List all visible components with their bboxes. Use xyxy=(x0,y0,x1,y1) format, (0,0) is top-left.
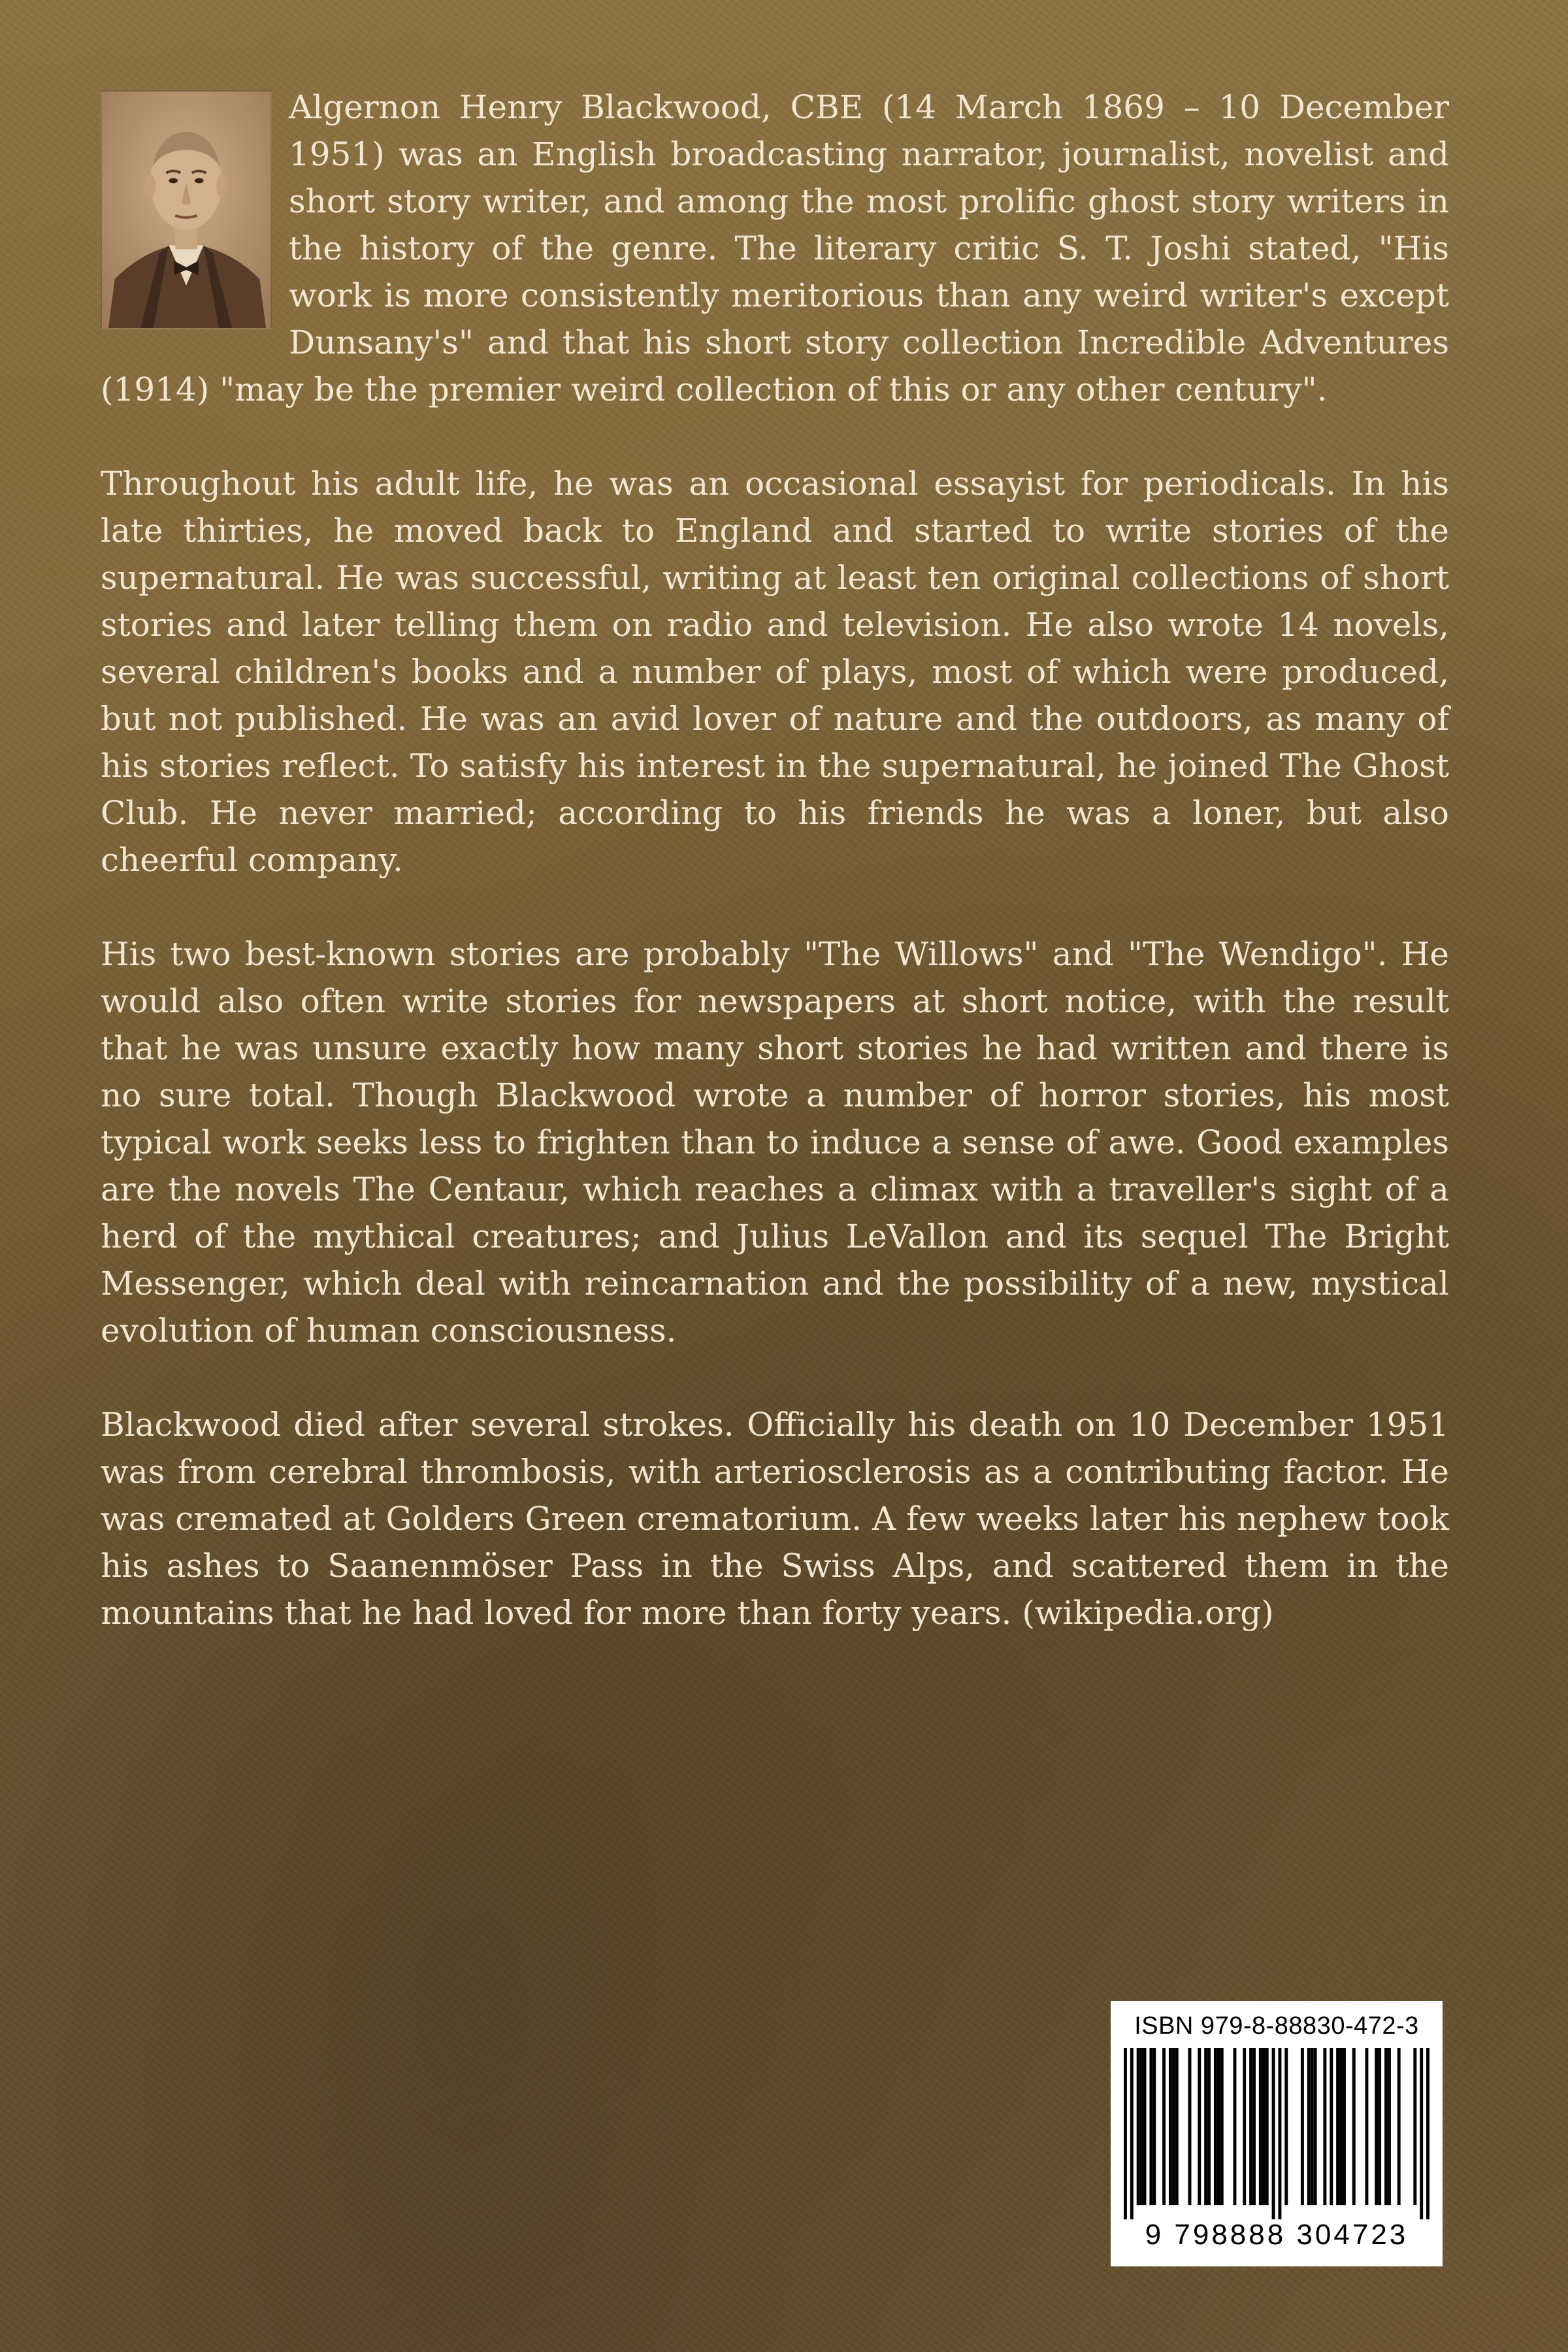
barcode-bar xyxy=(1140,2048,1143,2205)
bio-paragraph-2: Throughout his adult life, he was an occasional essayist for periodicals. In his late thirties, he moved back to England and started to write stories of the supernatural. He was successful, writing at least ten original collections of short stories and later telling them on radio and television. He also wrote 14 novels, several children's books and a number of plays, most of which were produced, but not published. He was an avid lover of nature and the outdoors, as many of his stories reflect. To satisfy his interest in the supernatural, he joined The Ghost Club. He never married; according to his friends he was a loner, but also cheerful company. xyxy=(101,465,1449,879)
barcode-bar xyxy=(1259,2048,1262,2205)
barcode-bar xyxy=(1152,2048,1156,2205)
barcode-bar xyxy=(1198,2048,1201,2205)
barcode-bar xyxy=(1252,2048,1256,2205)
barcode-bar xyxy=(1188,2048,1192,2205)
barcode-bar xyxy=(1207,2048,1211,2205)
barcode-bar xyxy=(1204,2048,1207,2205)
barcode-bar xyxy=(1388,2048,1391,2205)
barcode-bar xyxy=(1169,2048,1172,2205)
barcode-bar xyxy=(1233,2048,1236,2205)
ean-digits: 9 798888 304723 xyxy=(1145,2219,1409,2251)
barcode-bar xyxy=(1278,2048,1281,2219)
barcode-bar xyxy=(1301,2048,1304,2205)
biography-text xyxy=(101,84,1449,1683)
barcode-bar xyxy=(1426,2048,1429,2219)
barcode-bar xyxy=(1143,2048,1147,2205)
barcode-bar xyxy=(1330,2048,1333,2205)
barcode-bar xyxy=(1172,2048,1175,2205)
isbn-label: ISBN 979-8-88830-472-3 xyxy=(1134,2012,1419,2040)
author-portrait-icon xyxy=(101,90,272,329)
barcode-bar xyxy=(1149,2048,1152,2205)
barcode-bar xyxy=(1420,2048,1423,2219)
bio-paragraph-1 xyxy=(101,84,1449,413)
barcode-bar xyxy=(1413,2048,1416,2205)
barcode-bar xyxy=(1220,2048,1224,2205)
barcode-bar xyxy=(1365,2048,1368,2205)
bio-paragraph-4: Blackwood died after several strokes. Officially his death on 10 December 1951 was from cerebral thrombosis, with arteriosclerosis as a contributing factor. He was cremated at Golders Green crematorium. A few weeks later his nephew took his ashes to Saanenmöser Pass in the Swiss Alps, and scattered them in the mountains that he had loved for more than forty years. (wikipedia.org) xyxy=(101,1406,1449,1632)
bio-paragraph-3: His two best-known stories are probably "The Willows" and "The Wendigo". He would also often write stories for newspapers at short notice, with the result that he was unsure exactly how many short stories he had written and there is no sure total. Though Blackwood wrote a number of horror stories, his most typical work seeks less to frighten than to induce a sense of awe. Good examples are the novels The Centaur, which reaches a climax with a traveller's sight of a herd of the mythical creatures; and Julius LeVallon and its sequel The Bright Messenger, which deal with reincarnation and the possibility of a new, mystical evolution of human consciousness. xyxy=(101,935,1449,1350)
barcode-bar xyxy=(1311,2048,1314,2205)
barcode-bar xyxy=(1284,2048,1288,2205)
barcode-bar xyxy=(1137,2048,1140,2205)
barcode-bar xyxy=(1130,2048,1134,2219)
barcode-bar xyxy=(1384,2048,1388,2205)
barcode-bar xyxy=(1378,2048,1381,2205)
barcode-bar xyxy=(1307,2048,1311,2205)
barcode-bar xyxy=(1243,2048,1246,2205)
isbn-barcode-box xyxy=(1111,2001,1443,2266)
barcode-bar xyxy=(1262,2048,1266,2205)
barcode-bar xyxy=(1397,2048,1401,2205)
barcode-bar xyxy=(1124,2048,1127,2219)
barcode-bar xyxy=(1272,2048,1275,2219)
barcode-bar xyxy=(1339,2048,1343,2205)
bio-paragraph-1-text: Algernon Henry Blackwood, CBE (14 March 1869 – 10 December 1951) was an English broadcasting narrator, journalist, novelist and short story writer, and among the most prolific ghost story writers in the history of the genre. The literary critic S. T. Joshi stated, "His work is more consistently meritorious than any weird writer's except Dunsany's" and that his short story collection Incredible Adventures (1914) "may be the premier weird collection of this or any other century". xyxy=(101,88,1449,408)
barcode-bar xyxy=(1249,2048,1252,2205)
barcode-bar xyxy=(1375,2048,1378,2205)
barcode-bar xyxy=(1217,2048,1220,2205)
barcode-bar xyxy=(1214,2048,1217,2205)
ean13-barcode-icon xyxy=(1124,2048,1429,2219)
barcode-bar xyxy=(1336,2048,1339,2205)
barcode-bar xyxy=(1352,2048,1356,2205)
barcode-bar xyxy=(1323,2048,1326,2205)
barcode-bar xyxy=(1266,2048,1269,2205)
barcode-bar xyxy=(1175,2048,1179,2205)
barcode-bar xyxy=(1162,2048,1166,2205)
barcode-bar xyxy=(1314,2048,1317,2205)
barcode-bar xyxy=(1343,2048,1346,2205)
